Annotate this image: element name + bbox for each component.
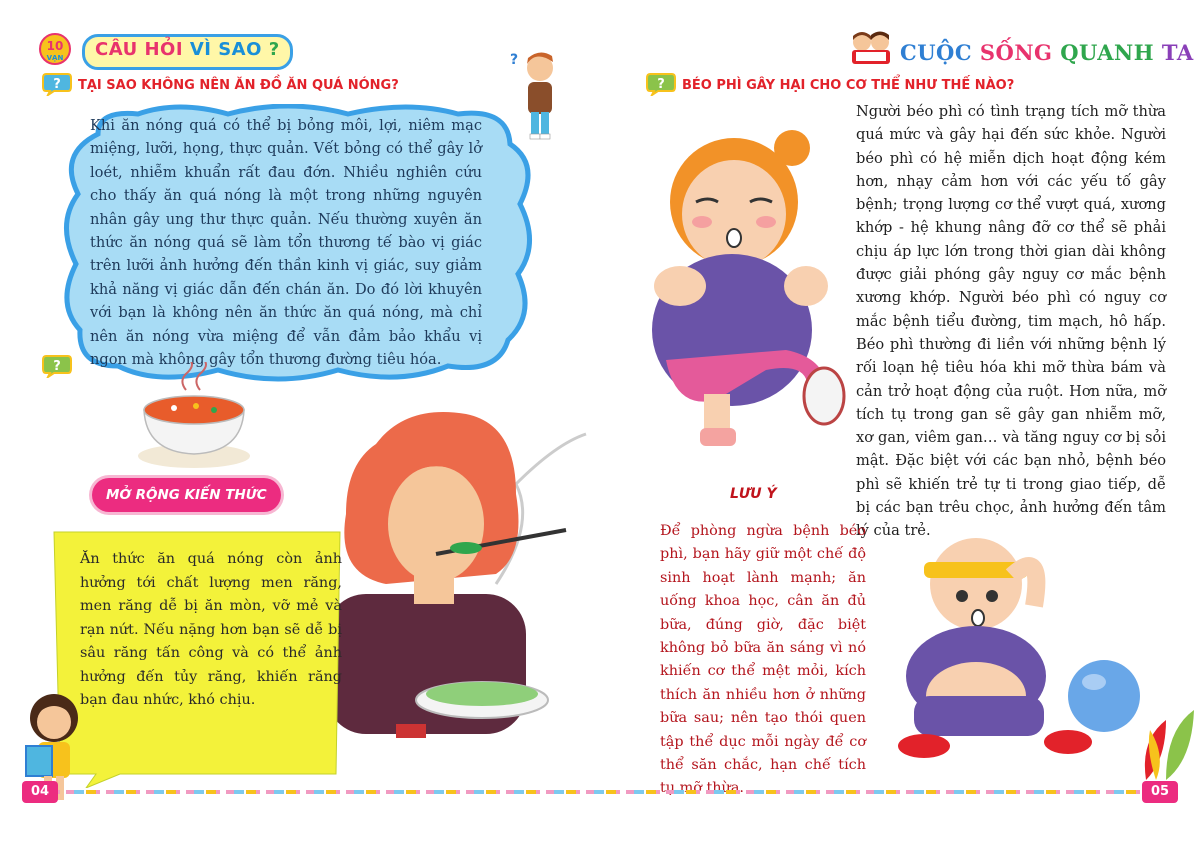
note-text: Để phòng ngừa bệnh béo phì, bạn hãy giữ một chế độ sinh hoạt lành mạnh; ăn uống khoa học, cân ăn đủ bữa, đúng giờ, đặc biệt không bỏ bữa ăn sáng vì nó khiến cơ thể mệt mỏi, kích thích ăn nhiều hơn ở những bữa sau; nên tạo thói quen tập thể dục mỗi ngày để cơ thể săn chắc, hạn chế tích tụ mỡ thừa. [660,523,866,797]
section-title-part4: TA [1161,40,1194,65]
hot-soup-bowl-illustration [134,362,254,472]
svg-text:?: ? [510,52,519,68]
overweight-girl-running-illustration [616,110,852,460]
section-title-part2: SỐNG [979,40,1061,65]
question-bubble-icon-small [42,354,72,378]
left-question-title: TẠI SAO KHÔNG NÊN ĂN ĐỒ ĂN QUÁ NÓNG? [78,78,399,93]
extension-text: Ăn thức ăn quá nóng còn ảnh hưởng tới chất lượng men răng, men răng dễ bị ăn mòn, vỡ mẻ và rạn nứt. Nếu nặng hơn bạn sẽ dễ bị sâu răng tấn công và có thể ảnh hưởng đến tủy răng, khiến răng bạn đau nhức, khó chịu. [80,551,342,708]
question-mark-glyph: ? [53,77,61,92]
right-question-answer: Người béo phì có tình trạng tích mỡ thừa quá mức và gây hại đến sức khỏe. Người béo phì có hệ miễn dịch hoạt động kém hơn, nhạy cảm hơn với các yếu tố gây bệnh; trọng lượng cơ thể vượt quá, xương khớp - hệ khung nâng đỡ cơ thể sẽ phải chịu áp lực lớn trong thời gian dài không được giải phóng gây nguy cơ mắc bệnh xương khớp. Người béo phì có nguy cơ mắc bệnh tiểu đường, tim mạch, hô hấp. Béo phì thường đi liền với những bệnh lý rối loạn hệ tiêu hóa khi mỡ thừa bám và cản trở hoạt động của ruột. Hơn nữa, mỡ tích tụ trong gan sẽ gây gan nhiễm mỡ, xơ gan, viêm gan… và tăng nguy cơ bị sỏi mật. Đặc biệt với các bạn nhỏ, bệnh béo phì sẽ khiến trẻ tự ti trong giao tiếp, dễ bị các bạn trêu chọc, ảnh hưởng đến tâm lý của trẻ. [856,103,1166,540]
note-title: LƯU Ý [730,486,777,502]
footer-dashed-line [26,788,1174,796]
series-title-part2: VÌ SAO [189,39,262,60]
ten-thousand-badge-icon [34,32,76,66]
series-title-part1: CÂU HỎI [95,39,184,60]
section-title-part1: CUỘC [900,40,980,65]
question-bubble-icon-right [646,72,676,96]
badge-number: 10 [46,39,64,53]
section-title [900,40,1194,65]
right-question-title: BÉO PHÌ GÂY HẠI CHO CƠ THỂ NHƯ THẾ NÀO? [682,78,1015,93]
page-number-right: 05 [1142,781,1178,803]
page-number-left: 04 [22,781,58,803]
extension-label: MỞ RỘNG KIẾN THỨC [92,478,281,512]
series-title-part3: ? [268,39,280,60]
left-question-answer: Khi ăn nóng quá có thể bị bỏng môi, lợi, niêm mạc miệng, lưỡi, họng, thực quản. Vết bỏng có thể gây lở loét, nhiễm khuẩn rất đau đớn. Nhiều nghiên cứu cho thấy ăn quá nóng là một trong những nguyên nhân gây ung thư thực quản. Nếu thường xuyên ăn thức ăn nóng quá sẽ làm tổn thương tế bào vị giác trên lưỡi ảnh hưởng đến thần kinh vị giác, suy giảm khả năng vị giác dẫn đến chán ăn. Do đó lời khuyên với bạn là không nên ăn thức ăn quá nóng, mà chỉ nên ăn nóng vừa miệng để vẫn đảm bảo khẩu vị ngon mà không gây tổn thương đường tiêu hóa. [90,117,482,369]
series-title [82,34,293,70]
leaf-decoration-icon [1136,690,1198,782]
question-bubble-icon [42,72,72,96]
kids-reading-logo-icon [846,28,896,68]
overweight-boy-sitting-illustration [884,536,1144,770]
badge-sub: VẠN [46,54,64,62]
question-mark-glyph-small: ? [53,359,61,374]
section-title-part3: QUANH [1060,40,1162,65]
question-mark-glyph-right: ? [657,77,665,92]
